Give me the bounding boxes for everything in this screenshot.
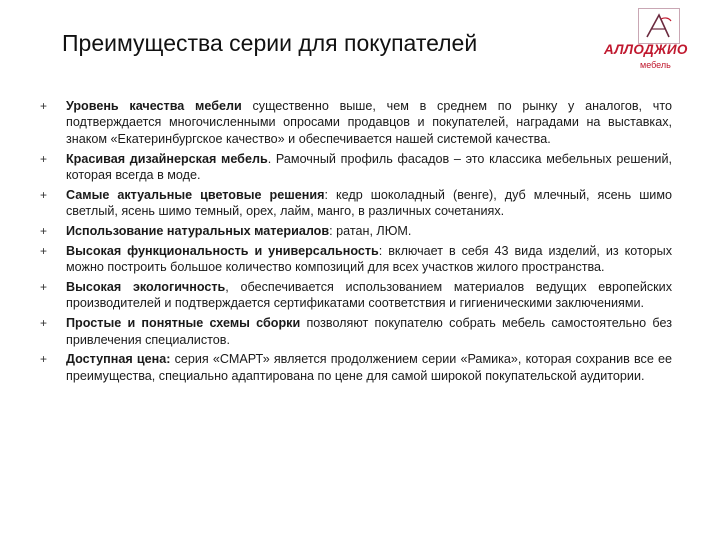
logo-name: АЛЛОДЖИО <box>604 42 688 57</box>
list-item <box>40 243 672 276</box>
item-text: : включает в себя 43 вида изделий, из которых можно построить большое количество композиций для всех участков жилого пространства. <box>66 243 672 275</box>
item-heading: Высокая экологичность <box>66 280 226 295</box>
page-title: Преимущества серии для покупателей <box>62 30 478 56</box>
list-item <box>40 151 672 184</box>
item-heading: Красивая дизайнерская мебель <box>66 151 268 166</box>
advantages-list <box>40 98 672 388</box>
list-item <box>40 315 672 348</box>
item-text: , обеспечивается использованием материалов ведущих европейских производителей и подтверждается сертификатами соответствия и гигиеническими заключениями. <box>66 280 672 311</box>
bullet-plus-icon: + <box>40 280 48 295</box>
item-heading: Уровень качества мебели <box>66 99 242 113</box>
bullet-plus-icon: + <box>40 99 48 113</box>
item-heading: Самые актуальные цветовые решения <box>66 187 325 202</box>
item-text: серия «СМАРТ» является продолжением серии «Рамика», которая сохранив все ее преимущества, специально адаптирована по цене для самой широкой покупательской аудитории. <box>66 352 673 383</box>
item-heading: Высокая функциональность и универсальность <box>66 243 379 258</box>
item-text: : кедр шоколадный (венге), дуб млечный, ясень шимо светлый, ясень шимо темный, орех, лайм, манго, в различных сочетаниях. <box>66 187 673 219</box>
logo-subtitle: мебель <box>640 60 671 70</box>
bullet-plus-icon: + <box>40 243 48 258</box>
item-heading: Доступная цена: <box>66 352 171 367</box>
list-item <box>40 187 672 220</box>
item-text: . Рамочный профиль фасадов – это классика мебельных решений, которая всегда в моде. <box>66 151 673 183</box>
bullet-plus-icon: + <box>40 316 48 331</box>
bullet-plus-icon: + <box>40 187 48 202</box>
item-heading: Использование натуральных материалов <box>66 224 330 239</box>
bullet-plus-icon: + <box>40 151 48 166</box>
bullet-plus-icon: + <box>40 352 48 367</box>
logo-emblem-icon <box>638 8 680 44</box>
item-text: позволяют покупателю собрать мебель самостоятельно без привлечения специалистов. <box>66 316 672 347</box>
list-item <box>40 279 672 312</box>
list-item <box>40 223 672 239</box>
bullet-plus-icon: + <box>40 224 48 239</box>
list-item <box>40 98 672 147</box>
item-text: существенно выше, чем в среднем по рынку у аналогов, что подтверждается многочисленными опросами продавцов и покупателей, наградами на выставках, знаком «Екатеринбургское качество» и обеспечивается нашей системой качества. <box>66 99 672 146</box>
brand-logo <box>604 8 720 72</box>
item-text: : ратан, ЛЮМ. <box>329 224 412 239</box>
item-heading: Простые и понятные схемы сборки <box>66 316 301 331</box>
list-item <box>40 351 672 384</box>
